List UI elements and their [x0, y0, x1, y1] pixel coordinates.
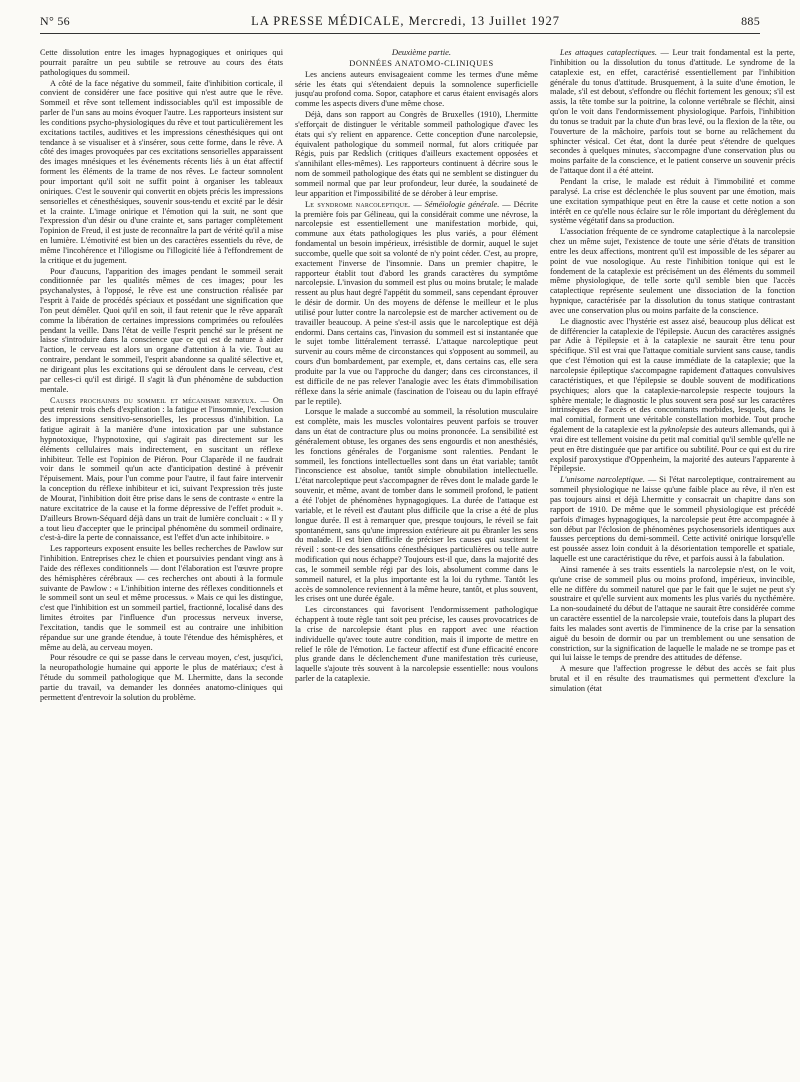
paragraph: Cette dissolution entre les images hypnagogiques et oniriques qui pourrait paraître un peu subtile se retrouve au cours des états pathologiques du sommeil. [40, 48, 283, 77]
paragraph: Déjà, dans son rapport au Congrès de Bruxelles (1910), Lhermitte s'efforçait de distinguer le véritable sommeil pathologique d'avec les états qui s'y relient en apparence. Cette conception d'une narcolepsie, équivalent pathologique du sommeil normal, fut alors critiquée par Régis, puis par Redslich (critiques d'ailleurs exactement opposées et s'annihilant elles-mêmes). Les rapporteurs continuent à décrire sous le nom de sommeil pathologique des états qui ne semblent se distinguer du sommeil normal que par leur profondeur, leur durée, la soudaineté de leur apparition et l'impossibilité de se dérober à leur emprise. [295, 110, 538, 198]
paragraph: Pour résoudre ce qui se passe dans le cerveau moyen, c'est, jusqu'ici, la neuropathologie humaine qui apporte le plus de matériaux; c'est à l'étude du sommeil pathologique que M. Lhermitte, dans la seconde partie du travail, va demander les données anatomo-cliniques qui permettent d'entrevoir la solution du problème. [40, 653, 283, 702]
paragraph: Les rapporteurs exposent ensuite les belles recherches de Pawlow sur l'inhibition. Entreprises chez le chien et poursuivies pendant vingt ans à l'aide des réflexes conditionnels — dont l'élaboration est l'œuvre propre des hémisphères cérébraux — ces recherches ont abouti à la formule suivante de Pawlow : « L'inhibition interne des réflexes conditionnels et le sommeil sont un seul et même processus. » Mais ce qui les distingue, c'est que l'inhibition est un sommeil partiel, fractionné, localisé dans des limites étroites par l'influence d'un processus nerveux inverse, l'excitation, tandis que le sommeil est au contraire une inhibition répandue sur une grande étendue, à toute l'étendue des hémisphères, et même au delà, au cerveau moyen. [40, 544, 283, 652]
paragraph: Les anciens auteurs envisageaient comme les termes d'une même série les états qui s'étendaient depuis la somnolence superficielle jusqu'au profond coma. Sopor, cataphore et carus étaient envisagés alors comme les aspects divers d'une même chose. [295, 69, 538, 109]
page-number: 885 [741, 14, 760, 28]
paragraph: Causes prochaines du sommeil et mécanisme nerveux. — On peut retenir trois chefs d'explication : la fatigue et l'insomnie, l'exclusion des impressions sensitivo-sensorielles, les processus d'inhibition. La fatigue agirait à la manière d'une intoxication par une substance hypnotoxique, l'hypnotoxine, qui s'agirait pas directement sur les éléments cellulaires mais indirectement, en suscitant un réflexe inhibiteur. Telle est l'opinion de Piéron. Pour Claparède il ne faudrait voir dans le sommeil qu'un acte d'anticipation destiné à prévenir l'épuisement. Mais, pour l'un comme pour l'autre, il faut faire intervenir la conception du réflexe inhibiteur et ici, suivant l'expression très juste de Mourat, l'inhibition doit être prise dans le sens de contraste « entre la nature excitatrice de la cause et la forme dépressive de l'effet produit ». D'ailleurs Brown-Séquard déjà dans un trait de lumière concluait : « Il y a tout lieu d'accepter que le principal phénomène du sommeil ordinaire, c'est-à-dire la perte de connaissance, est l'effet d'un acte inhibitoire. » [40, 395, 283, 543]
paragraph: Les attaques cataplectiques. — Leur trait fondamental est la perte, l'inhibition ou la dissolution du tonus d'attitude. Le syndrome de la cataplexie est, en effet, caractérisé essentiellement par l'inhibition générale du tonus d'attitude. Brusquement, à la suite d'une émotion, le malade, s'il est debout, s'effondre ou fléchit fortement les genoux; s'il est assis, la tête tombe sur la poitrine, la colonne vertébrale se fléchit, ainsi qu'on le voit dans l'endormissement physiologique. Parfois, l'inhibition du tonus se traduit par la chute d'un bras levé, ou la flexion de la tête, ou l'ouverture de la mâchoire, parfois tout se borne au relâchement du sphincter vésical. Cet état, dont la durée peut s'étendre de quelques secondes à quelques minutes, s'accompagne d'une conservation plus ou moins parfaite de la conscience, et le patient conserve un souvenir précis de l'attaque dont il a été atteint. [550, 48, 795, 176]
header-rule [40, 33, 760, 34]
issue-number: N° 56 [40, 14, 70, 28]
paragraph: Pour d'aucuns, l'apparition des images pendant le sommeil serait conditionnée par les qualités mêmes de ces images; pour les psychanalystes, à l'opposé, le rêve est une construction réalisée par l'esprit à l'aide de procédés spéciaux et possédant une signification que l'on peut démêler. Quoi qu'il en soit, il faut retenir que le rêve apparaît comme la libération de certaines impressions comprimées ou refoulées pendant la veille. Dans l'état de veille l'esprit penché sur le présent ne laisse s'introduire dans la conscience que ce qui est de nature à aider l'action, le cerveau est alors un organe d'attention à la vie. Tout au contraire, pendant le sommeil, l'esprit abandonne sa qualité sélective et, ne dirigeant plus les excitations qui se déroulent dans le cerveau, c'est par celles-ci qu'il est dirigé. Il s'agit là d'un phénomène de subduction mentale. [40, 266, 283, 394]
paragraph: Lorsque le malade a succombé au sommeil, la résolution musculaire est complète, mais les muscles volontaires peuvent parfois se trouver dans un état de contracture plus ou moins prononcée. La sensibilité est généralement obtuse, les organes des sens engourdis et non anesthésiés, les fonctions générales de l'organisme sont ralenties. Pendant le sommeil, les fonctions intellectuelles sont dans un état variable; tantôt l'inconscience est absolue, tantôt simple obnubilation intellectuelle. L'état narcoleptique peut s'accompagner de rêves dont le malade garde le souvenir, et même, avant de tomber dans le sommeil profond, le patient a été l'objet de phénomènes hypnagogiques. La durée de l'attaque est variable, et le réveil est d'autant plus difficile que la crise a été de plus longue durée. Il est à remarquer que, presque toujours, le réveil se fait spontanément, sans qu'une impression extérieure ait pu ébranler les sens du malade. Il est bien difficile de préciser les causes qui suscitent le réveil : sont-ce des sensations cénesthésiques particulières ou telle autre modification qui nous échappe? Toujours est-il que, dans la majorité des cas, le sommeil semble régi par des lois, absolument comme dans le sommeil naturel, et la plus importante est la loi du rythme. Tantôt les accès de somnolence reviennent à la même heure, tantôt, et plus souvent, les crises ont une durée égale. [295, 407, 538, 604]
section-heading: DONNÉES ANATOMO-CLINIQUES [349, 58, 494, 68]
subsection-lead: Séméiologie générale. [424, 199, 500, 209]
paragraph: Pendant la crise, le malade est réduit à l'immobilité et comme paralysé. La crise est déclenchée le plus souvent par une émotion, mais une excitation sympathique peut en être la cause et cette notion a son intérêt en ce qu'elle nous éclaire sur le rôle important du dérèglement du système végétatif dans sa production. [550, 176, 795, 226]
italic-term: pyknolepsie [659, 425, 700, 435]
paragraph: A mesure que l'affection progresse le début des accès se fait plus brutal et il en résulte des traumatismes qui permettent d'exclure la simulation (état [550, 664, 795, 693]
paragraph: Le diagnostic avec l'hystérie est assez aisé, beaucoup plus délicat est de différencier la cataplexie de l'épilepsie. Aucun des caractères assignés par Adie à l'épilepsie et à la cataplexie ne saurait être tenu pour spécifique. S'il est vrai que l'attaque comitiale survient sans cause, tandis que c'est l'émotion qui est la cause immédiate de la cataplexie; que la narcolepsie épileptique s'accompagne rapidement d'attaques convulsives caractéristiques, et que l'épilepsie se double souvent de modifications psychiques; alors que la cataplexie-narcolepsie respecte toujours la sphère mentale; le diagnostic le plus souvent sera posé sur les caractères intrinsèques de l'accès et des concomitants morbides, lesquels, dans le mal comitial, forment une véritable constellation morbide. Tout proche également de la cataplexie est la pyknolepsie des auteurs allemands, qui à vrai dire est tellement voisine du petit mal comitial qu'il semble qu'elle ne peut en être distinguée que par artifice ou subtilité. Pour ce qui est du rire explosif paroxystique d'Oppenheim, la majorité des auteurs l'apparente à l'épilepsie. [550, 316, 795, 474]
section-lead: Causes prochaines du sommeil et mécanisme nerveux. [50, 395, 257, 405]
section-lead: Les attaques cataplectiques. [560, 48, 657, 57]
page-header [40, 14, 760, 30]
column-1 [40, 48, 283, 1070]
section-lead: Le syndrome narcoleptique. [305, 199, 411, 209]
journal-title: LA PRESSE MÉDICALE, Mercredi, 13 Juillet 1927 [251, 14, 560, 28]
section-lead: L'unisome narcoleptique. [560, 475, 645, 485]
part-heading: Deuxième partie. [391, 48, 452, 57]
column-3 [550, 48, 795, 1070]
paragraph: Ainsi ramenée à ses traits essentiels la narcolepsie n'est, on le voit, qu'une crise de sommeil plus ou moins profond, impérieux, invincible, elle ne diffère du sommeil naturel que par le fait que le sujet ne peut s'y soustraire et qu'elle survient aux moments les plus variés du nycthémère. La non-soudaineté du début de l'attaque ne saurait être considérée comme un caractère essentiel de la narcolepsie vraie, toutefois dans la plupart des faits les malades sont avertis de l'imminence de la crise par la sensation aiguë du besoin de dormir ou par un tremblement ou une sensation de constriction, sur la signification de laquelle le malade ne se trompe pas et qui lui laisse le temps de prendre des attitudes de défense. [550, 564, 795, 663]
column-2 [295, 48, 538, 1070]
paragraph: A côté de la face négative du sommeil, faite d'inhibition corticale, il convient de considérer une face positive qui n'est autre que le rêve. Sommeil et rêve sont tellement indissociables qu'il est impossible de parler de l'un sans au moins évoquer l'autre. Les rapporteurs insistent sur les conditions psycho-physiologiques du rêve et tout particulièrement les excitations tactiles, auditives et les impressions cénesthésiques qui ont tendance à se visualiser et à s'insérer, sous cette forme, dans le rêve. A côté des images provoquées par ces excitations sensorielles apparaissent des images mnésiques et les événements récents liés à un état affectif forment les éléments de la trame de nos rêves. Le facteur somnolent pour important qu'il soit ne suffit point à organiser les tableaux oniriques. C'est le souvenir qui convertit en objets précis les impressions sensorielles et cénesthésiques, souvenir sous-tendu et excité par le désir et la crainte. L'image onirique et l'émotion qui la suit, ne sont que l'expression d'un désir ou d'une crainte et, sans partager complètement l'opinion de Freud, il est juste de reconnaître la part de vérité qu'il a mise en lumière. L'émotivité est bien un des caractères essentiels du rêve, de même l'incohérence et l'illogisme ou l'illogicité liée à l'effondrement de la critique et du jugement. [40, 78, 283, 265]
paragraph: Le syndrome narcoleptique. — Séméiologie générale. — Décrite la première fois par Gélineau, qui la considérait comme une névrose, la narcolepsie est essentiellement une manifestation morbide, qui, commune aux états pathologiques les plus variés, a pour élément fondamental un besoin impérieux, irrésistible de dormir, auquel le sujet succombe, quelle que soit sa volonté de n'y point céder. C'est, au propre, exactement l'inverse de l'insomnie. Dans un premier chapitre, le rapporteur établit tout d'abord les grands caractères du symptôme narcolepsie. L'invasion du sommeil est plus ou moins brutale; le malade ressent au plus haut degré l'appétit du sommeil, sans cependant éprouver le désir de dormir. Un des moyens de défense le meilleur et le plus utilisé pour lutter contre la narcolepsie est de marcher activement ou de travailler beaucoup. A peine s'est-il assis que le narcoleptique est déjà endormi. Dans certains cas, l'invasion du sommeil est si instantanée que le sujet tombe littéralement terrassé. L'attaque narcoleptique peut survenir au cours même de circonstances qui s'opposent au sommeil, au cours d'un bombardement, par exemple, et, dans certains cas, elle sera produite par la vue ou l'approche du danger; dans ces circonstances, il est difficile de ne pas relever l'analogie avec les états d'immobilisation réflexe dans la série animale (fascination de l'oiseau ou du lapin effrayé par le reptile). [295, 199, 538, 406]
paragraph: L'unisome narcoleptique. — Si l'état narcoleptique, contrairement au sommeil physiologique ne laisse qu'une faible place au rêve, il n'en est pas toujours ainsi et déjà Lhermitte y consacrait un chapitre dans son rapport de 1910. De même que le sommeil physiologique est précédé parfois d'images hypnagogiques, la narcolepsie peut être accompagnée à son début par l'éclosion de phénomènes psychosensoriels identiques aux fausses perceptions du demi-sommeil. Cette activité onirique lorsqu'elle est poussée assez loin conduit à la désorientation temporelle et spatiale, laquelle est une caractéristique du rêve, et parfois aussi à la fabulation. [550, 475, 795, 564]
paragraph: L'association fréquente de ce syndrome cataplectique à la narcolepsie chez un même sujet, l'existence de toute une série d'états de transition entre les deux affections, montrent qu'il est impossible de les séparer au point de vue nosologique. Au reste l'inhibition tonique qui est le fondement de la cataplexie est précisément un des éléments du sommeil même physiologique, de telle sorte qu'il semble bien que l'accès cataplectique représente seulement une dissociation de la fonction hypnique, caractérisée par la dissolution du tonus statique contrastant avec une conservation plus ou moins parfaite de la conscience. [550, 227, 795, 315]
paragraph: Les circonstances qui favorisent l'endormissement pathologique échappent à toute règle tant soit peu précise, les causes provocatrices de la crise de narcolepsie étant plus en rapport avec une réaction individuelle qu'avec toute autre condition, mais il importe de mettre en relief le rôle de l'émotion. Le facteur affectif est d'une efficacité encore plus grande dans le déclenchement d'une manifestation très curieuse, laquelle s'ajoute très souvent à la narcolepsie essentielle: nous voulons parler de la cataplexie. [295, 605, 538, 684]
